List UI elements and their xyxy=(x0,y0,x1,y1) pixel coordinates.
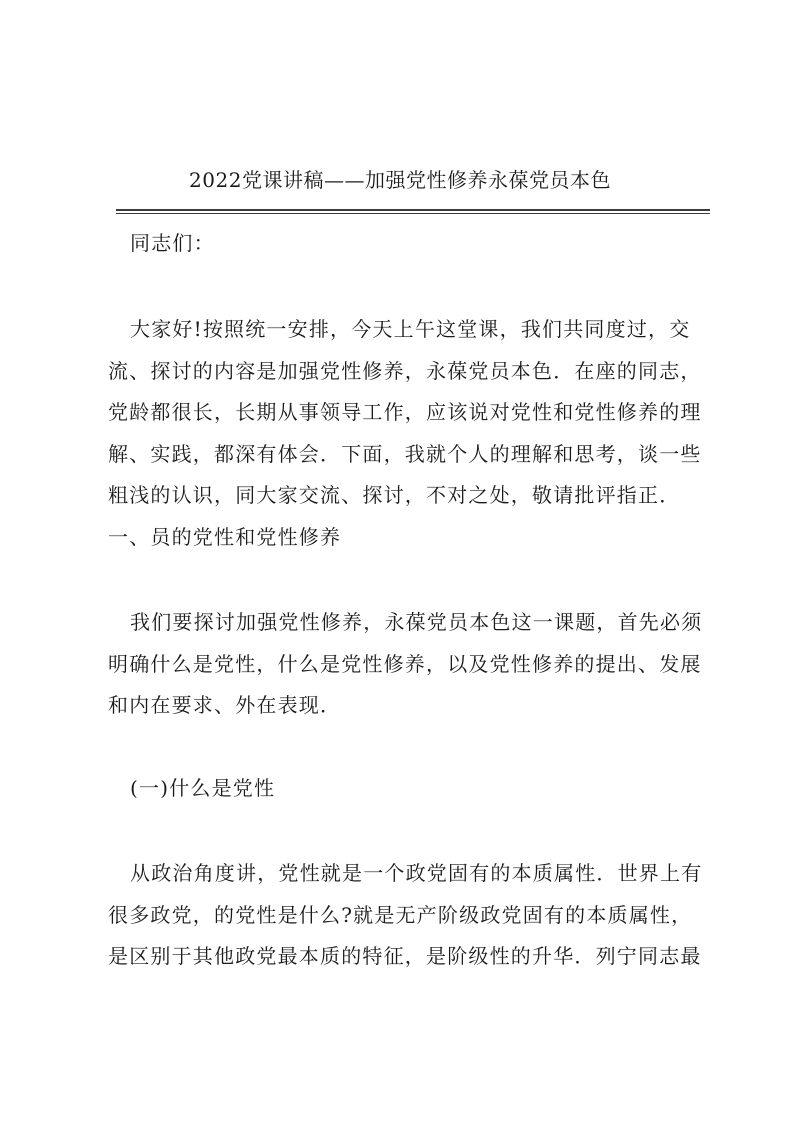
paragraph-line: 党龄都很长，长期从事领导工作，应该说对党性和党性修养的理 xyxy=(108,400,702,424)
paragraph-section1 xyxy=(108,602,712,727)
paragraph-line: 很多政党，的党性是什么?就是无产阶级政党固有的本质属性， xyxy=(108,902,693,927)
section-heading: 一、员的党性和党性修养 xyxy=(108,525,342,549)
paragraph-line: 明确什么是党性，什么是党性修养，以及党性修养的提出、发展 xyxy=(108,651,702,676)
paragraph-line: 粗浅的认识，同大家交流、探讨，不对之处，敬请批评指正． xyxy=(108,483,681,507)
subsection-heading: (一)什么是党性 xyxy=(130,776,276,800)
title-divider xyxy=(116,209,710,214)
paragraph-line: 我们要探讨加强党性修养，永葆党员本色这一课题，首先必须 xyxy=(130,610,703,634)
paragraph-subsection1 xyxy=(108,853,712,978)
greeting: 同志们： xyxy=(130,231,215,255)
paragraph-line: 从政治角度讲，党性就是一个政党固有的本质属性．世界上有 xyxy=(130,861,703,885)
paragraph-intro xyxy=(108,309,712,517)
paragraph-line: 和内在要求、外在表现． xyxy=(108,693,342,717)
paragraph-line: 是区别于其他政党最本质的特征，是阶级性的升华．列宁同志最 xyxy=(108,944,702,968)
paragraph-line: 解、实践，都深有体会．下面，我就个人的理解和思考，谈一些 xyxy=(108,441,702,466)
paragraph-line: 流、探讨的内容是加强党性修养，永葆党员本色．在座的同志， xyxy=(108,358,702,383)
document-title: 2022党课讲稿——加强党性修养永葆党员本色 xyxy=(189,168,611,192)
paragraph-line: 大家好!按照统一安排，今天上午这堂课，我们共同度过，交 xyxy=(130,317,691,341)
